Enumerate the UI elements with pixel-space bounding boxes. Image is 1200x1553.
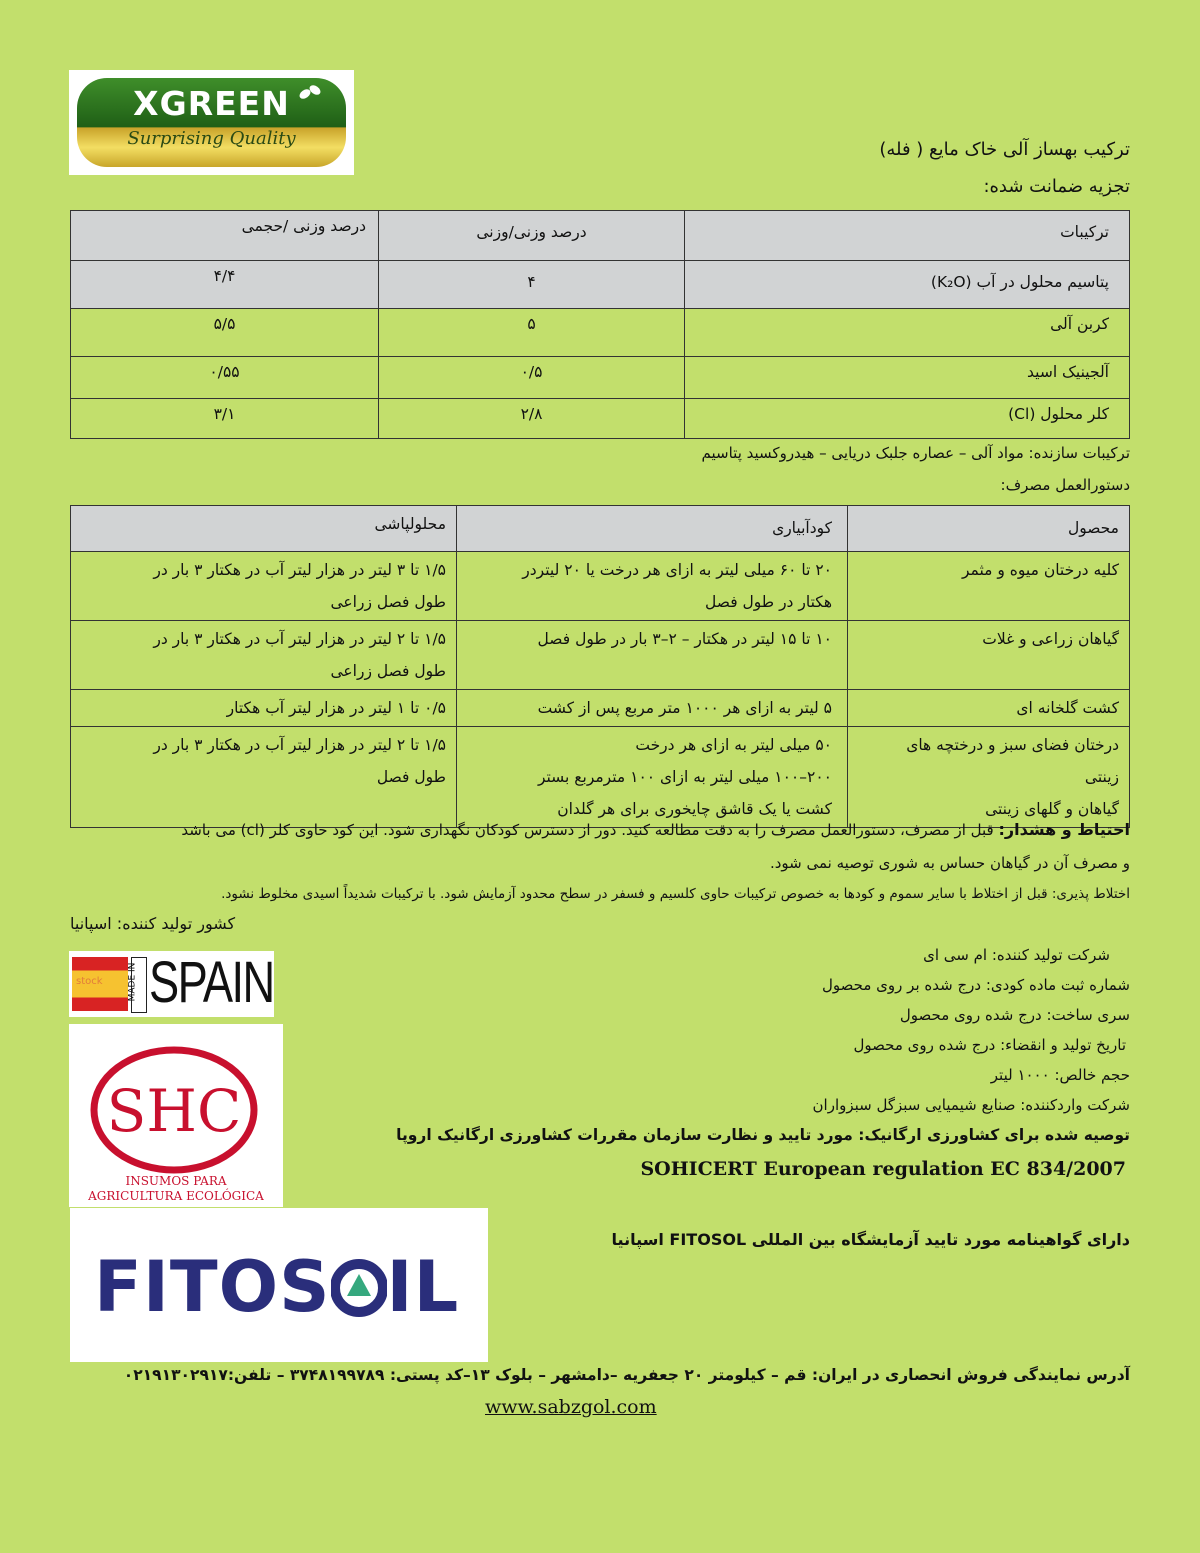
- weight-volume: ۳/۱: [71, 399, 379, 439]
- spray-line: ۱/۵ تا ۳ لیتر در هزار لیتر آب در هکتار ۳ بار در: [153, 561, 446, 579]
- shc-line-1: INSUMOS PARA: [125, 1174, 227, 1188]
- info-producer: شرکت تولید کننده: ام سی ای: [923, 946, 1110, 964]
- tagline: Surprising Quality: [127, 128, 296, 149]
- product-name: گیاهان زراعی و غلات: [982, 630, 1119, 648]
- weight-weight: ۵: [379, 309, 685, 357]
- product-name: گیاهان و گلهای زینتی: [985, 800, 1119, 818]
- product-name: کشت گلخانه ای: [1016, 699, 1119, 717]
- spray-line: ۱/۵ تا ۲ لیتر در هزار لیتر آب در هکتار ۳ بار در: [153, 736, 446, 754]
- fertigation-line: ۱۰ تا ۱۵ لیتر در هکتار – ۲–۳ بار در طول فصل: [537, 630, 832, 648]
- shc-initials: SHC: [106, 1077, 242, 1145]
- spray-line: ۰/۵ تا ۱ لیتر در هزار لیتر آب هکتار: [226, 699, 446, 717]
- spray-line: طول فصل زراعی: [330, 593, 446, 611]
- made-in-text: MADE IN: [127, 962, 138, 1002]
- table-row: [71, 261, 1130, 309]
- shc-seal-icon: [89, 1046, 259, 1182]
- weight-weight: ۰/۵: [379, 357, 685, 399]
- info-registration: شماره ثبت ماده کودی: درج شده بر روی محصول: [822, 976, 1130, 994]
- info-dates: تاریخ تولید و انقضاء: درج شده روی محصول: [853, 1036, 1126, 1054]
- table-header-row: [71, 506, 1130, 552]
- website-link[interactable]: www.sabzgol.com: [485, 1396, 657, 1418]
- made-in-spain-logo: [69, 951, 274, 1017]
- fitosoil-part-3: IL: [386, 1246, 460, 1328]
- fertigation-line: ۵ لیتر به ازای هر ۱۰۰۰ متر مربع پس از کشت: [537, 699, 832, 717]
- organic-recommendation: توصیه شده برای کشاورزی ارگانیک: مورد تایید و نظارت سازمان مقررات کشاورزی ارگانیک اروپا: [396, 1126, 1130, 1144]
- component-name: آلجینیک اسید: [685, 357, 1130, 399]
- table-header-row: [71, 211, 1130, 261]
- product-name: زینتی: [1084, 768, 1119, 786]
- column-header: ترکیبات: [685, 211, 1130, 261]
- product-name: درختان فضای سبز و درختچه های: [906, 736, 1119, 754]
- drop-o-icon: [331, 1259, 387, 1317]
- info-batch: سری ساخت: درج شده روی محصول: [899, 1006, 1130, 1024]
- fitosoil-logo: [70, 1208, 488, 1362]
- column-header: محصول: [848, 506, 1130, 552]
- composition-table: [70, 210, 1130, 439]
- fertigation-line: ۲۰۰–۱۰۰ میلی لیتر به ازای ۱۰۰ مترمربع بستر: [537, 768, 832, 786]
- table-row: [71, 357, 1130, 399]
- table-row: [71, 690, 1130, 727]
- leaf-icon: [297, 82, 323, 104]
- spain-flag-icon: [72, 957, 128, 1011]
- table-row: [71, 552, 1130, 621]
- shc-line-2: AGRICULTURA ECOLÓGICA: [88, 1189, 264, 1203]
- spain-word: SPAIN: [149, 950, 274, 1015]
- fitosoil-part-1: FIT: [94, 1246, 219, 1328]
- usage-table: [70, 505, 1130, 828]
- address-line: آدرس نمایندگی فروش انحصاری در ایران: قم – کیلومتر ۲۰ جعفریه –دامشهر – بلوک ۱۳–کد پستی: ۳۷۴۸۱۹۹۷۸۹ – تلفن:۰۲۱۹۱۳۰۲۹۱۷: [123, 1366, 1130, 1384]
- column-header: محلولپاشی: [71, 506, 457, 552]
- product-name: کلیه درختان میوه و مثمر: [961, 561, 1119, 579]
- weight-volume: ۰/۵۵: [71, 357, 379, 399]
- fertigation-line: ۲۰ تا ۶۰ میلی لیتر به ازای هر درخت یا ۲۰ لیتردر: [522, 561, 832, 579]
- caution-paragraph: [70, 820, 1130, 839]
- fertigation-line: هکتار در طول فصل: [705, 593, 832, 611]
- column-header: درصد وزنی/وزنی: [379, 211, 685, 261]
- caution-text: قبل از مصرف، دستورالعمل مصرف را به دقت مطالعه کنید. دور از دسترس کودکان نگهداری شود. این کود حاوی کلر (cl) می باشد: [181, 821, 999, 839]
- page-title: ترکیب بهساز آلی خاک مایع ( فله): [879, 139, 1130, 160]
- guaranteed-analysis-label: تجزیه ضمانت شده:: [983, 176, 1130, 197]
- origin-country: کشور تولید کننده: اسپانیا: [70, 914, 236, 933]
- caution-label: احتیاط و هشدار:: [998, 820, 1130, 839]
- ingredients-line: ترکیبات سازنده: مواد آلی – عصاره جلبک دریایی – هیدروکسید پتاسیم: [701, 444, 1130, 462]
- spray-line: طول فصل: [376, 768, 446, 786]
- made-in-box: [127, 957, 147, 1013]
- table-row: [71, 621, 1130, 690]
- shc-logo: [69, 1024, 283, 1207]
- component-name: کربن آلی: [685, 309, 1130, 357]
- certificate-line: دارای گواهینامه مورد تایید آزمایشگاه بین المللی FITOSOL اسپانیا: [611, 1230, 1130, 1249]
- weight-weight: ۲/۸: [379, 399, 685, 439]
- weight-volume: ۴/۴: [71, 261, 379, 309]
- fitosoil-part-2: OS: [218, 1246, 331, 1328]
- component-name: پتاسیم محلول در آب (K₂O): [685, 261, 1130, 309]
- fitosoil-wordmark: [94, 1246, 459, 1328]
- column-header: کودآبیاری: [457, 506, 848, 552]
- usage-title: دستورالعمل مصرف:: [1000, 476, 1130, 494]
- xgreen-logo: [69, 70, 354, 175]
- spray-line: طول فصل زراعی: [330, 662, 446, 680]
- fertigation-line: کشت یا یک قاشق چایخوری برای هر گلدان: [557, 800, 832, 818]
- table-row: [71, 727, 1130, 828]
- table-row: [71, 309, 1130, 357]
- mixing-note: اختلاط پذیری: قبل از اختلاط با سایر سموم و کودها به خصوص ترکیبات حاوی کلسیم و فسفر در سطح محدود آزمایش شود. با ترکیبات شدیداً اسیدی مخلوط نشود.: [221, 886, 1130, 902]
- flag-text: stock: [76, 976, 103, 987]
- caution-text-2: و مصرف آن در گیاهان حساس به شوری توصیه نمی شود.: [769, 854, 1130, 872]
- info-importer: شرکت واردکننده: صنایع شیمیایی سبزگل سبزواران: [812, 1096, 1130, 1114]
- regulation-line: SOHICERT European regulation EC 834/2007: [640, 1158, 1126, 1180]
- info-volume: حجم خالص: ۱۰۰۰ لیتر: [990, 1066, 1130, 1084]
- fertigation-line: ۵۰ میلی لیتر به ازای هر درخت: [635, 736, 832, 754]
- weight-weight: ۴: [379, 261, 685, 309]
- column-header: درصد وزنی /حجمی: [71, 211, 379, 261]
- weight-volume: ۵/۵: [71, 309, 379, 357]
- spray-line: ۱/۵ تا ۲ لیتر در هزار لیتر آب در هکتار ۳ بار در: [153, 630, 446, 648]
- brand-name: XGREEN: [133, 84, 290, 123]
- table-row: [71, 399, 1130, 439]
- component-name: کلر محلول (Cl): [685, 399, 1130, 439]
